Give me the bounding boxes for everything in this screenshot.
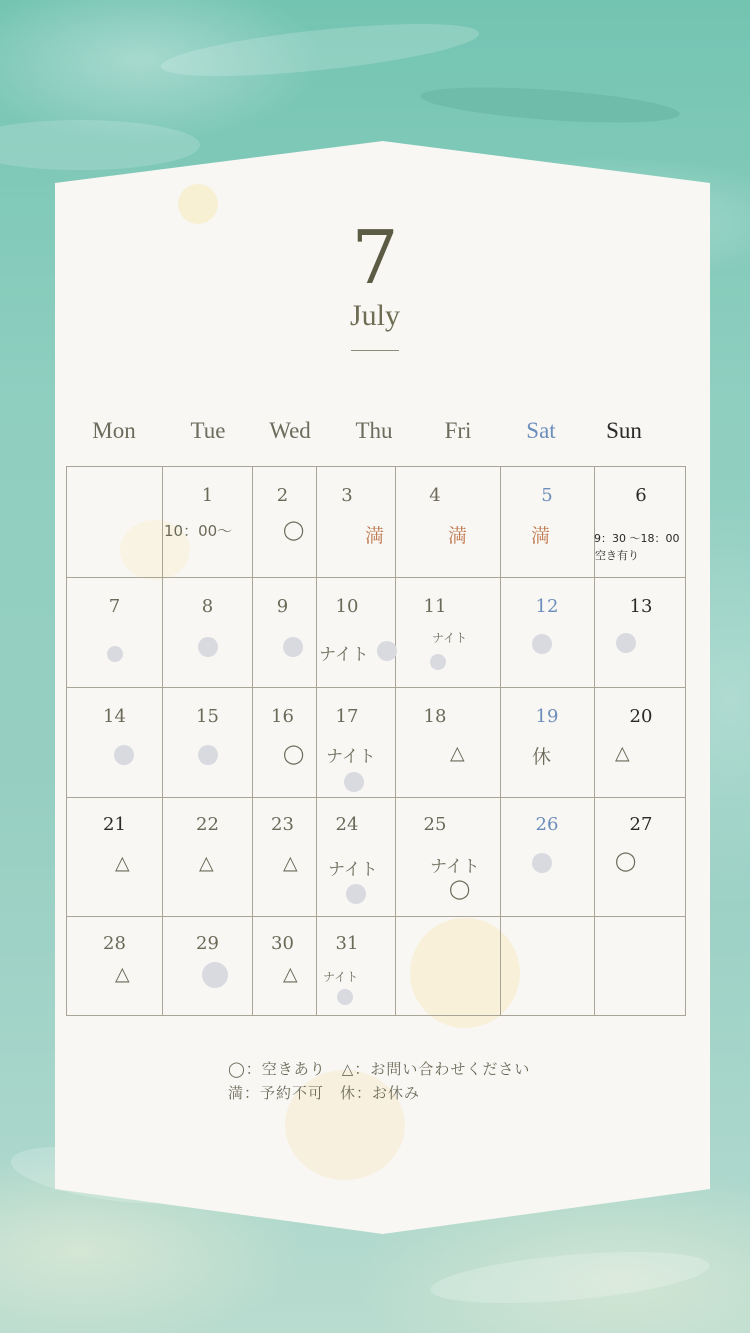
available-mark: ◯ [449,878,471,900]
full-mark: 満 [365,525,385,547]
day-cell-19[interactable] [501,688,594,797]
day-number: 16 [271,706,294,727]
day-cell-5[interactable] [501,467,594,577]
weekday-thu: Thu [355,418,393,443]
night-label: ナイト [326,747,376,767]
day-number: 9 [276,596,289,617]
full-mark: 満 [531,525,551,547]
day-cell-26[interactable] [501,798,594,916]
available-mark: ◯ [283,743,305,765]
day-cell-31[interactable] [317,917,395,1017]
status-dot [198,745,218,765]
status-dot [616,633,636,653]
day-cell-3[interactable] [317,467,395,577]
legend-line-1: ◯：空きあり △：お問い合わせください [228,1060,531,1078]
water-highlight [0,120,200,170]
day-cell-empty [67,467,162,577]
day-cell-empty [396,917,500,1017]
day-number: 24 [335,814,359,835]
status-dot [283,637,303,657]
weekday-wed: Wed [269,418,311,443]
day-number: 11 [423,596,447,617]
full-mark: 満 [448,525,468,547]
day-cell-17[interactable] [317,688,395,797]
legend-line-2: 満：予約不可 休：お休み [228,1084,421,1102]
month-name: July [349,299,400,332]
status-dot [114,745,134,765]
night-label: ナイト [319,645,369,665]
day-number: 19 [535,706,559,727]
inquiry-mark: △ [450,742,465,764]
weekday-sat: Sat [526,418,556,443]
inquiry-mark: △ [199,852,214,874]
day-number: 8 [201,596,214,617]
day-cell-empty [595,917,687,1017]
weekday-sun: Sun [606,418,642,443]
night-label: ナイト [328,860,378,880]
day-number: 17 [335,706,359,727]
day-cell-empty [501,917,594,1017]
day-number: 12 [535,596,559,617]
status-dot [377,641,397,661]
status-dot [344,772,364,792]
day-cell-11[interactable] [396,578,500,687]
day-cell-30[interactable] [253,917,316,1017]
day-cell-29[interactable] [163,917,252,1017]
night-label: ナイト [323,970,359,984]
day-cell-7[interactable] [67,578,162,687]
opening-time: 10：00～ [164,522,233,540]
day-cell-20[interactable] [595,688,687,797]
day-number: 29 [196,933,219,954]
day-number: 2 [276,485,289,506]
day-number: 7 [108,596,121,617]
day-cell-4[interactable] [396,467,500,577]
day-cell-1[interactable] [163,467,252,577]
title-divider [351,350,399,351]
inquiry-mark: △ [283,852,298,874]
day-number: 14 [103,706,126,727]
day-number: 18 [423,706,447,727]
day-number: 23 [271,814,294,835]
status-dot [107,646,123,662]
available-mark: ◯ [615,850,637,872]
day-cell-9[interactable] [253,578,316,687]
weekday-fri: Fri [444,418,472,443]
month-number: 7 [351,215,399,301]
day-cell-25[interactable] [396,798,500,916]
status-dot [532,853,552,873]
day-cell-16[interactable] [253,688,316,797]
inquiry-mark: △ [115,852,130,874]
day-number: 21 [103,814,126,835]
inquiry-mark: △ [115,963,130,985]
day-number: 20 [629,706,653,727]
day-number: 22 [196,814,219,835]
day-cell-6[interactable] [595,467,687,577]
weekday-mon: Mon [92,418,136,443]
day-number: 15 [196,706,219,727]
status-dot [337,989,353,1005]
status-dot [346,884,366,904]
inquiry-mark: △ [283,963,298,985]
water-highlight [419,81,680,129]
inquiry-mark: △ [615,742,630,764]
day-number: 27 [629,814,653,835]
water-highlight [429,1243,712,1312]
day-cell-2[interactable] [253,467,316,577]
day-number: 13 [629,596,653,617]
day-number: 30 [271,933,294,954]
day-number: 25 [423,814,447,835]
day-number: 1 [201,485,214,506]
status-dot [202,962,228,988]
calendar-grid [66,466,686,1016]
day-cell-10[interactable] [317,578,395,687]
water-highlight [159,13,481,86]
day-cell-14[interactable] [67,688,162,797]
night-label: ナイト [430,857,480,877]
day-cell-15[interactable] [163,688,252,797]
day-cell-22[interactable] [163,798,252,916]
day-cell-21[interactable] [67,798,162,916]
weekday-tue: Tue [190,418,226,443]
status-dot [198,637,218,657]
opening-hours: 9：30 ～18：00 [594,532,680,545]
day-cell-8[interactable] [163,578,252,687]
day-number: 3 [341,485,353,506]
day-number: 5 [541,485,553,506]
status-dot [532,634,552,654]
available-mark: ◯ [283,519,305,541]
day-cell-27[interactable] [595,798,687,916]
day-number: 26 [535,814,559,835]
availability-note: 空き有り [595,549,639,562]
closed-mark: 休 [532,746,552,768]
day-number: 10 [335,596,359,617]
day-number: 31 [335,933,359,954]
weekday-header [0,418,750,448]
night-label: ナイト [432,631,468,645]
day-cell-28[interactable] [67,917,162,1017]
day-cell-18[interactable] [396,688,500,797]
day-number: 6 [635,485,647,506]
status-dot [430,654,446,670]
day-cell-12[interactable] [501,578,594,687]
day-number: 28 [103,933,126,954]
day-number: 4 [429,485,441,506]
day-cell-13[interactable] [595,578,687,687]
